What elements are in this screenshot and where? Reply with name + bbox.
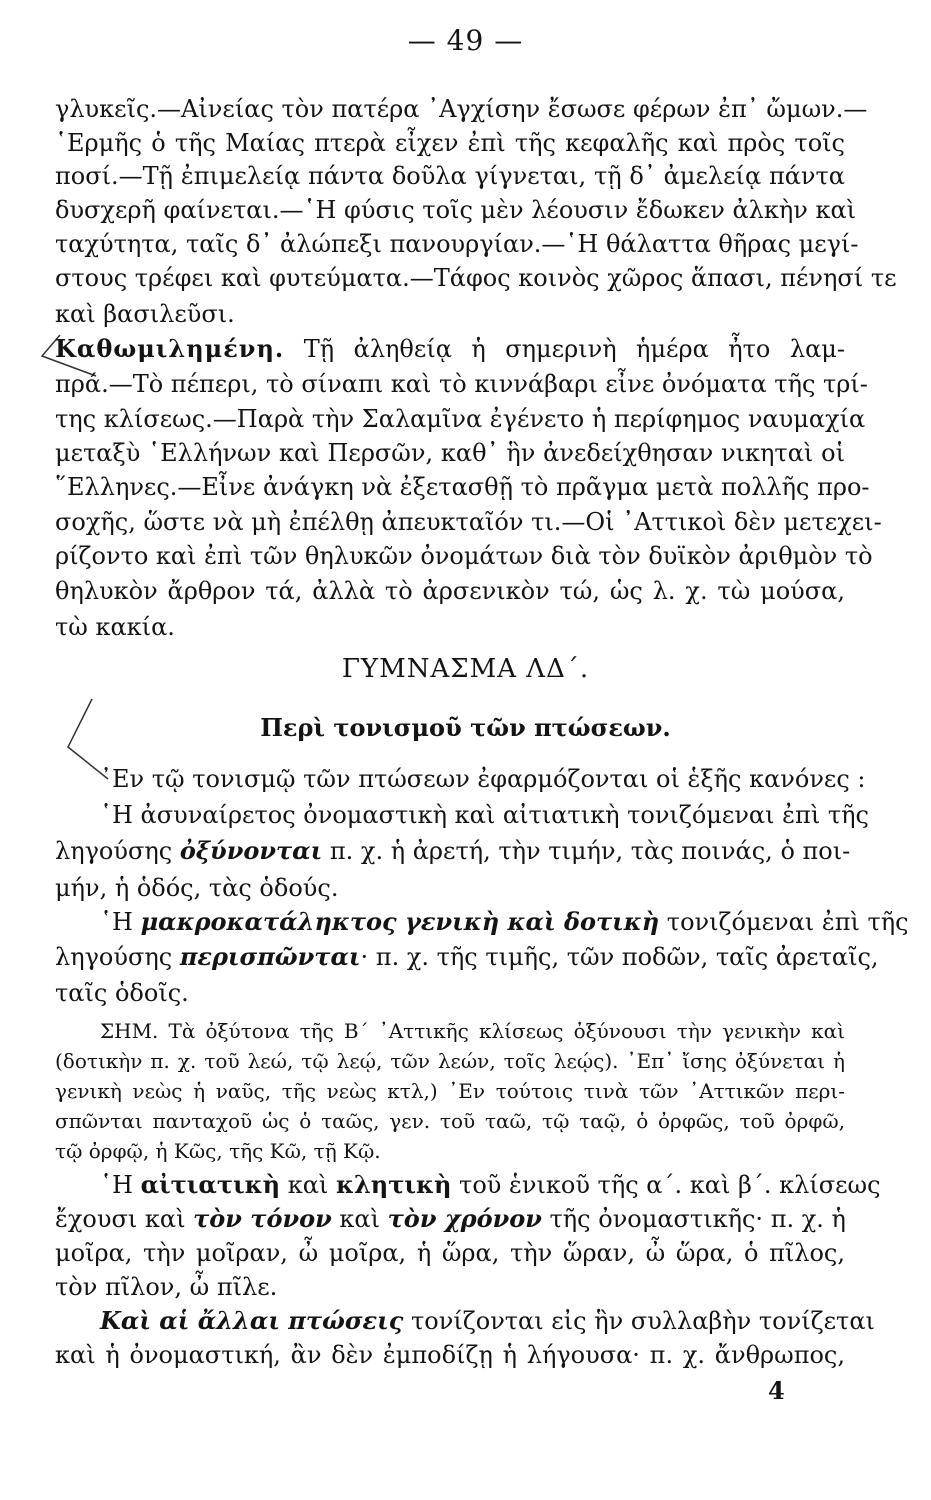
text-span: τονίζονται εἰς ἣν συλλαβὴν τονίζεται	[403, 1307, 875, 1335]
text-line: μοῖρα, τὴν μοῖραν, ὦ μοῖρα, ἡ ὥρα, τὴν ὥραν, ὦ ὥρα, ὁ πῖλος,	[55, 1239, 845, 1267]
text-span: ληγούσης	[55, 837, 180, 865]
text-line: τὼ κακία.	[55, 613, 175, 641]
text-line: ῾Η ἀσυναίρετος ὀνομαστικὴ καὶ αἰτιατικὴ τονιζόμεναι ἐπὶ τῆς	[100, 801, 869, 829]
emphasis: τὸν τόνον	[193, 1204, 332, 1233]
section-subheading: Περὶ τονισμοῦ τῶν πτώσεων.	[260, 713, 671, 742]
text-line: της κλίσεως.—Παρὰ τὴν Σαλαμῖνα ἐγένετο ἡ περίφημος ναυμαχία	[55, 405, 866, 433]
text-line: ᾿Εν τῷ τονισμῷ τῶν πτώσεων ἐφαρμόζονται οἱ ἑξῆς κανόνες :	[100, 765, 866, 793]
emphasis: περισπῶνται	[179, 942, 361, 971]
text-line	[100, 1306, 875, 1336]
text-span: τονιζόμεναι ἐπὶ τῆς	[659, 908, 909, 936]
text-line	[55, 942, 879, 972]
emphasis: Καὶ αἱ ἄλλαι πτώσεις	[100, 1306, 404, 1335]
text-span: ληγούσης	[55, 943, 180, 971]
emphasis: αἰτιατικὴ	[140, 1170, 281, 1199]
text-span: ῾Η	[100, 908, 141, 936]
note-line: ΣΗΜ. Τὰ ὀξύτονα τῆς Β΄ ᾿Αττικῆς κλίσεως ὀξύνουσι τὴν γενικὴν καὶ	[100, 1019, 845, 1043]
text-line	[100, 907, 909, 937]
text-line: γλυκεῖς.—Αἰνείας τὸν πατέρα ᾿Αγχίσην ἔσωσε φέρων ἐπ᾿ ὤμων.—	[55, 95, 868, 123]
text-line: ποσί.—Τῇ ἐπιμελείᾳ πάντα δοῦλα γίγνεται, τῇ δ᾿ ἀμελείᾳ πάντα	[55, 162, 845, 190]
text-line: σοχῆς, ὥστε νὰ μὴ ἐπέλθῃ ἀπευκταῖόν τι.—Οἱ ᾿Αττικοὶ δὲν μετεχει-	[55, 508, 882, 536]
text-span: Τῇ ἀληθείᾳ ἡ σημερινὴ ἡμέρα ἦτο λαμ-	[284, 335, 845, 363]
emphasis: ὀξύνονται	[179, 836, 323, 865]
text-span: π. χ. ἡ ἀρετή, τὴν τιμήν, τὰς ποινάς, ὁ ποι-	[322, 837, 851, 865]
text-line: ῾Ερμῆς ὁ τῆς Μαίας πτερὰ εἶχεν ἐπὶ τῆς κεφαλῆς καὶ πρὸς τοῖς	[55, 129, 845, 157]
text-line: μεταξὺ ῾Ελλήνων καὶ Περσῶν, καθ᾿ ἣν ἀνεδείχθησαν νικηταὶ οἱ	[55, 439, 845, 467]
text-line: θηλυκὸν ἄρθρον τά, ἀλλὰ τὸ ἀρσενικὸν τώ, ὡς λ. χ. τὼ μούσα,	[55, 577, 845, 605]
note-line: (δοτικὴν π. χ. τοῦ λεώ, τῷ λεῴ, τῶν λεών, τοῖς λεῴς). ᾿Επ᾿ ἴσης ὀξύνεται ἡ	[55, 1049, 845, 1073]
emphasis: τὸν χρόνον	[387, 1204, 542, 1233]
section-label-spoken: Καθωμιλημένη.	[55, 334, 285, 363]
text-line: ταχύτητα, ταῖς δ᾿ ἀλώπεξι πανουργίαν.—῾Η θάλαττα θῆρας μεγί-	[55, 230, 859, 258]
text-line: τὸν πῖλον, ὦ πῖλε.	[55, 1273, 278, 1301]
emphasis: κλητικὴ	[335, 1170, 452, 1199]
text-span: τοῦ ἑνικοῦ τῆς α΄. καὶ β΄. κλίσεως	[451, 1171, 881, 1199]
text-line: στους τρέφει καὶ φυτεύματα.—Τάφος κοινὸς χῶρος ἅπασι, πένησί τε	[55, 264, 897, 292]
page-number: — 49 —	[407, 24, 524, 57]
text-span: καὶ	[280, 1171, 336, 1199]
note-line: σπῶνται πανταχοῦ ὡς ὁ ταῶς, γεν. τοῦ ταῶ, τῷ ταῷ, ὁ ὀρφῶς, τοῦ ὀρφῶ,	[55, 1109, 845, 1133]
text-line: πρά.—Τὸ πέπερι, τὸ σίναπι καὶ τὸ κιννάβαρι εἶνε ὀνόματα τῆς τρί-	[55, 370, 868, 398]
text-line: καὶ βασιλεῦσι.	[55, 300, 235, 328]
emphasis: μακροκατάληκτος γενικὴ καὶ δοτικὴ	[140, 907, 660, 936]
text-span: καὶ	[331, 1205, 388, 1233]
text-span: ῾Η	[100, 1171, 141, 1199]
signature-mark: 4	[768, 1376, 785, 1405]
exercise-heading: ΓΥΜΝΑΣΜΑ ΛΔ΄.	[341, 654, 590, 684]
text-line: ταῖς ὁδοῖς.	[55, 979, 189, 1007]
text-line: ῞Ελληνες.—Εἶνε ἀνάγκη νὰ ἐξετασθῇ τὸ πρᾶγμα μετὰ πολλῆς προ-	[55, 473, 870, 501]
text-span: ἔχουσι καὶ	[55, 1205, 194, 1233]
text-line	[55, 1204, 845, 1234]
text-line: μήν, ἡ ὁδός, τὰς ὁδούς.	[55, 874, 339, 902]
text-line: δυσχερῆ φαίνεται.—῾Η φύσις τοῖς μὲν λέουσιν ἔδωκεν ἀλκὴν καὶ	[55, 196, 857, 224]
text-line: ρίζοντο καὶ ἐπὶ τῶν θηλυκῶν ὀνομάτων διὰ τὸν δυϊκὸν ἀριθμὸν τὸ	[55, 542, 873, 570]
note-line: τῷ ὀρφῷ, ἡ Κῶς, τῆς Κῶ, τῇ Κῷ.	[55, 1139, 381, 1163]
text-span: · π. χ. τῆς τιμῆς, τῶν ποδῶν, ταῖς ἀρεταῖς,	[360, 943, 879, 971]
text-line: καὶ ἡ ὀνομαστική, ἂν δὲν ἐμποδίζῃ ἡ λήγουσα· π. χ. ἄνθρωπος,	[55, 1341, 845, 1369]
text-line	[55, 334, 845, 364]
note-line: γενικὴ νεὼς ἡ ναῦς, τῆς νεὼς κτλ,) ᾿Εν τούτοις τινὰ τῶν ᾿Αττικῶν περι-	[55, 1079, 845, 1103]
text-line	[55, 836, 851, 866]
text-span: τῆς ὀνομαστικῆς· π. χ. ἡ	[541, 1205, 846, 1233]
text-line	[100, 1170, 881, 1200]
